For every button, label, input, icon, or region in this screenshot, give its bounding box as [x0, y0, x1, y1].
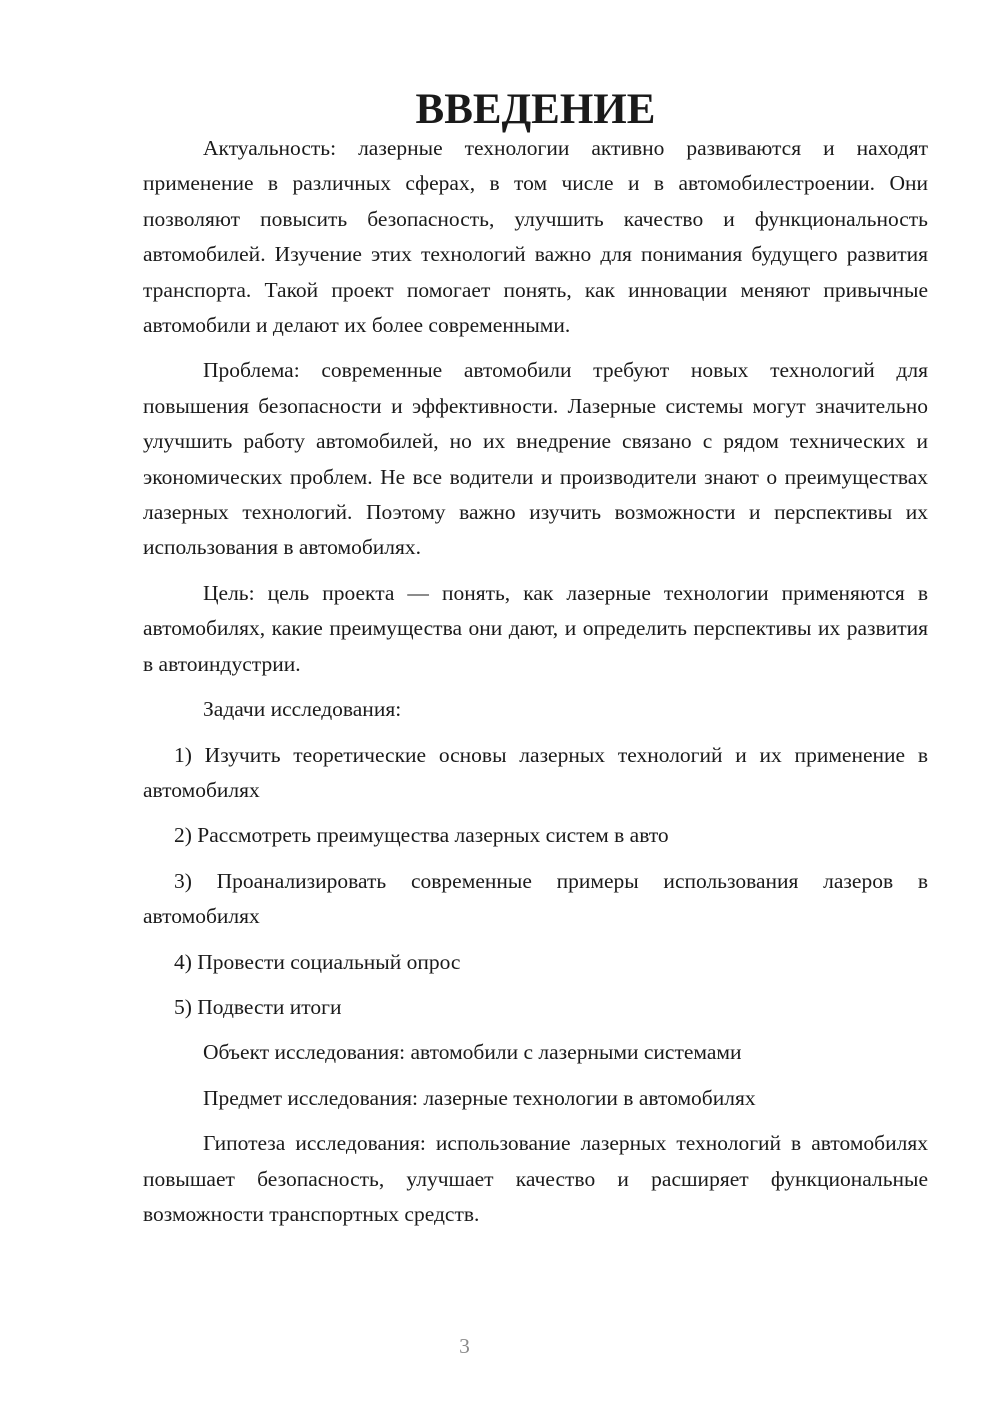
document-body — [143, 86, 928, 1242]
task-item-5: 5) Подвести итоги — [174, 994, 342, 1019]
task-item-4: 4) Провести социальный опрос — [174, 949, 461, 974]
task-item-3: 3) Проанализировать современные примеры использования лазеров в автомобилях — [143, 868, 928, 929]
task-item-2: 2) Рассмотреть преимущества лазерных систем в авто — [174, 823, 669, 848]
tasks-list — [143, 738, 928, 1026]
research-object: Объект исследования: автомобили с лазерными системами — [203, 1040, 742, 1065]
goal-paragraph: Цель: цель проекта — понять, как лазерные технологии применяются в автомобилях, какие преимущества они дают, и определить перспективы их развития в автоиндустрии. — [143, 580, 928, 676]
research-subject: Предмет исследования: лазерные технологии в автомобилях — [203, 1085, 756, 1110]
problem-paragraph: Проблема: современные автомобили требуют новых технологий для повышения безопасности и эффективности. Лазерные системы могут значительно улучшить работу автомобилей, но их внедрение связано с рядом технических и экономических проблем. Не все водители и производители знают о преимуществах лазерных технологий. Поэтому важно изучить возможности и перспективы их использования в автомобилях. — [143, 358, 928, 560]
page-heading: ВВЕДЕНИЕ — [415, 86, 656, 133]
task-item-1: 1) Изучить теоретические основы лазерных технологий и их применение в автомобилях — [143, 742, 928, 802]
research-hypothesis: Гипотеза исследования: использование лазерных технологий в автомобилях повышает безопасность, улучшает качество и расширяет функциональные возможности транспортных средств. — [143, 1131, 928, 1226]
tasks-intro: Задачи исследования: — [203, 697, 402, 722]
relevance-paragraph: Актуальность: лазерные технологии активно развиваются и находят применение в различных сферах, в том числе и в автомобилестроении. Они позволяют повысить безопасность, улучшить качество и функциональность автомобилей. Изучение этих технологий важно для понимания будущего развития транспорта. Такой проект помогает понять, как инновации меняют привычные автомобили и делают их более современными. — [143, 136, 928, 338]
page-number: 3 — [459, 1334, 470, 1358]
